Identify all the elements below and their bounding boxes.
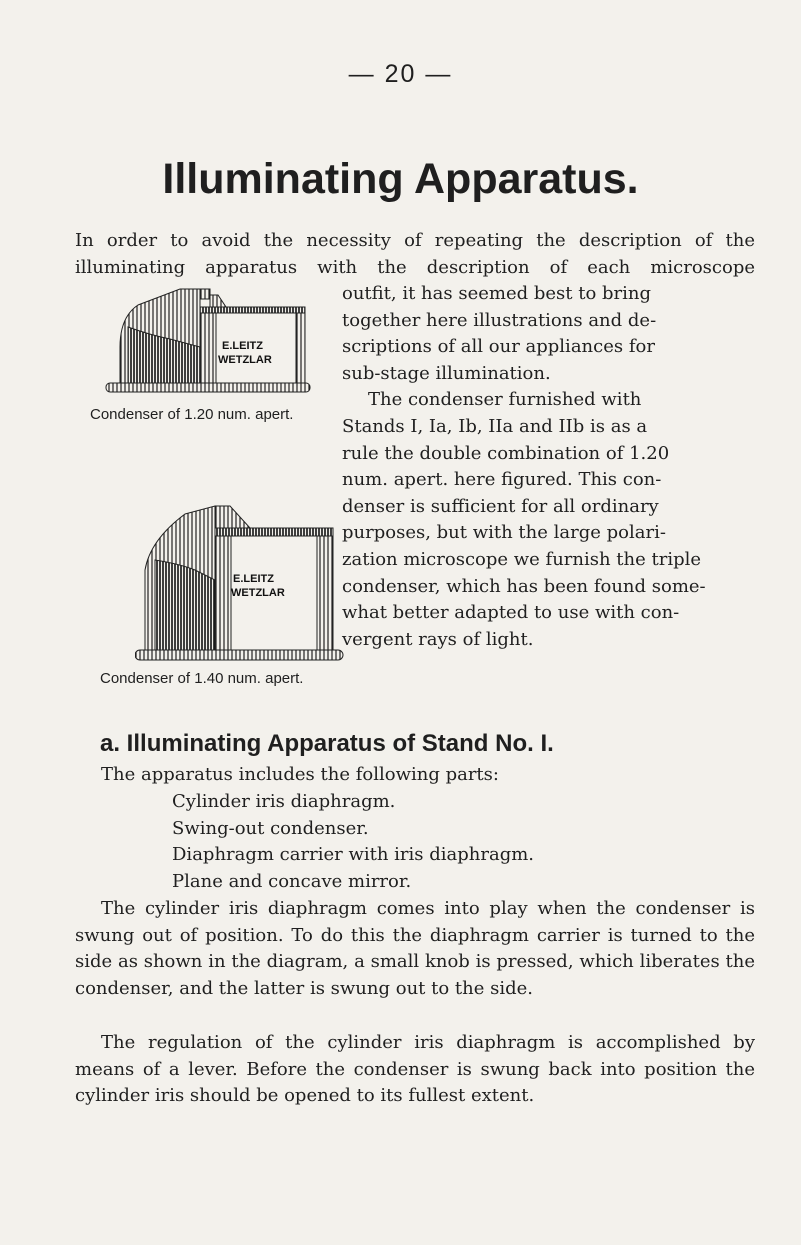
- logo-text-brand: E.LEITZ: [222, 340, 263, 352]
- intro-line: purposes, but with the large polari-: [342, 522, 666, 544]
- section-heading: a. Illuminating Apparatus of Stand No. I.: [100, 730, 554, 757]
- intro-line: denser is sufficient for all ordinary: [342, 495, 659, 517]
- intro-line: what better adapted to use with con-: [342, 602, 680, 624]
- paragraph-regulation: The regulation of the cylinder iris diaphragm is accomplished by means of a lever. Before the condenser is swung back into position the cylinder iris should be opened to its fullest extent.: [75, 1032, 755, 1107]
- figure-caption: Condenser of 1.40 num. apert.: [100, 670, 304, 687]
- intro-line: rule the double combination of 1.20: [342, 442, 670, 464]
- intro-line: together here illustrations and de-: [342, 309, 657, 331]
- intro-line: scriptions of all our appliances for: [342, 336, 655, 358]
- paragraph-swing-out: The cylinder iris diaphragm comes into play when the condenser is swung out of position. To do this the diaphragm carrier is turned to the side as shown in the diagram, a small knob is pressed, which liberates the condenser, and the latter is swung out to the side.: [75, 898, 755, 999]
- intro-line: outfit, it has seemed best to bring: [342, 283, 652, 304]
- list-item: Cylinder iris diaphragm.: [172, 791, 396, 812]
- intro-line: num. apert. here figured. This con-: [342, 469, 662, 491]
- condenser-1-20-illustration: [100, 287, 315, 402]
- list-item: Plane and concave mirror.: [172, 870, 412, 892]
- logo-text-brand: E.LEITZ: [233, 573, 274, 585]
- intro-line: The condenser furnished with: [368, 389, 642, 411]
- list-item: Diaphragm carrier with iris diaphragm.: [172, 844, 535, 866]
- intro-line: condenser, which has been found some-: [342, 575, 706, 597]
- page-title: Illuminating Apparatus.: [162, 155, 639, 203]
- intro-line: Stands I, Ia, Ib, IIa and IIb is as a: [342, 415, 648, 437]
- condenser-1-40-illustration: [135, 500, 345, 665]
- logo-text-city: WETZLAR: [218, 354, 272, 366]
- intro-line: zation microscope we furnish the triple: [342, 548, 702, 570]
- list-item: Swing-out condenser.: [172, 817, 369, 839]
- intro-paragraph-side: [342, 281, 755, 653]
- parts-intro: The apparatus includes the following parts:: [101, 764, 499, 785]
- parts-list: [172, 789, 534, 895]
- figure-caption: Condenser of 1.20 num. apert.: [90, 406, 294, 423]
- page-number: — 20 —: [348, 60, 453, 88]
- intro-line: sub-stage illumination.: [342, 362, 551, 384]
- logo-text-city: WETZLAR: [231, 587, 285, 599]
- intro-line: vergent rays of light.: [342, 628, 534, 650]
- intro-paragraph-top: In order to avoid the necessity of repeating the description of the illuminating apparatus with the description of each microscope: [75, 230, 755, 278]
